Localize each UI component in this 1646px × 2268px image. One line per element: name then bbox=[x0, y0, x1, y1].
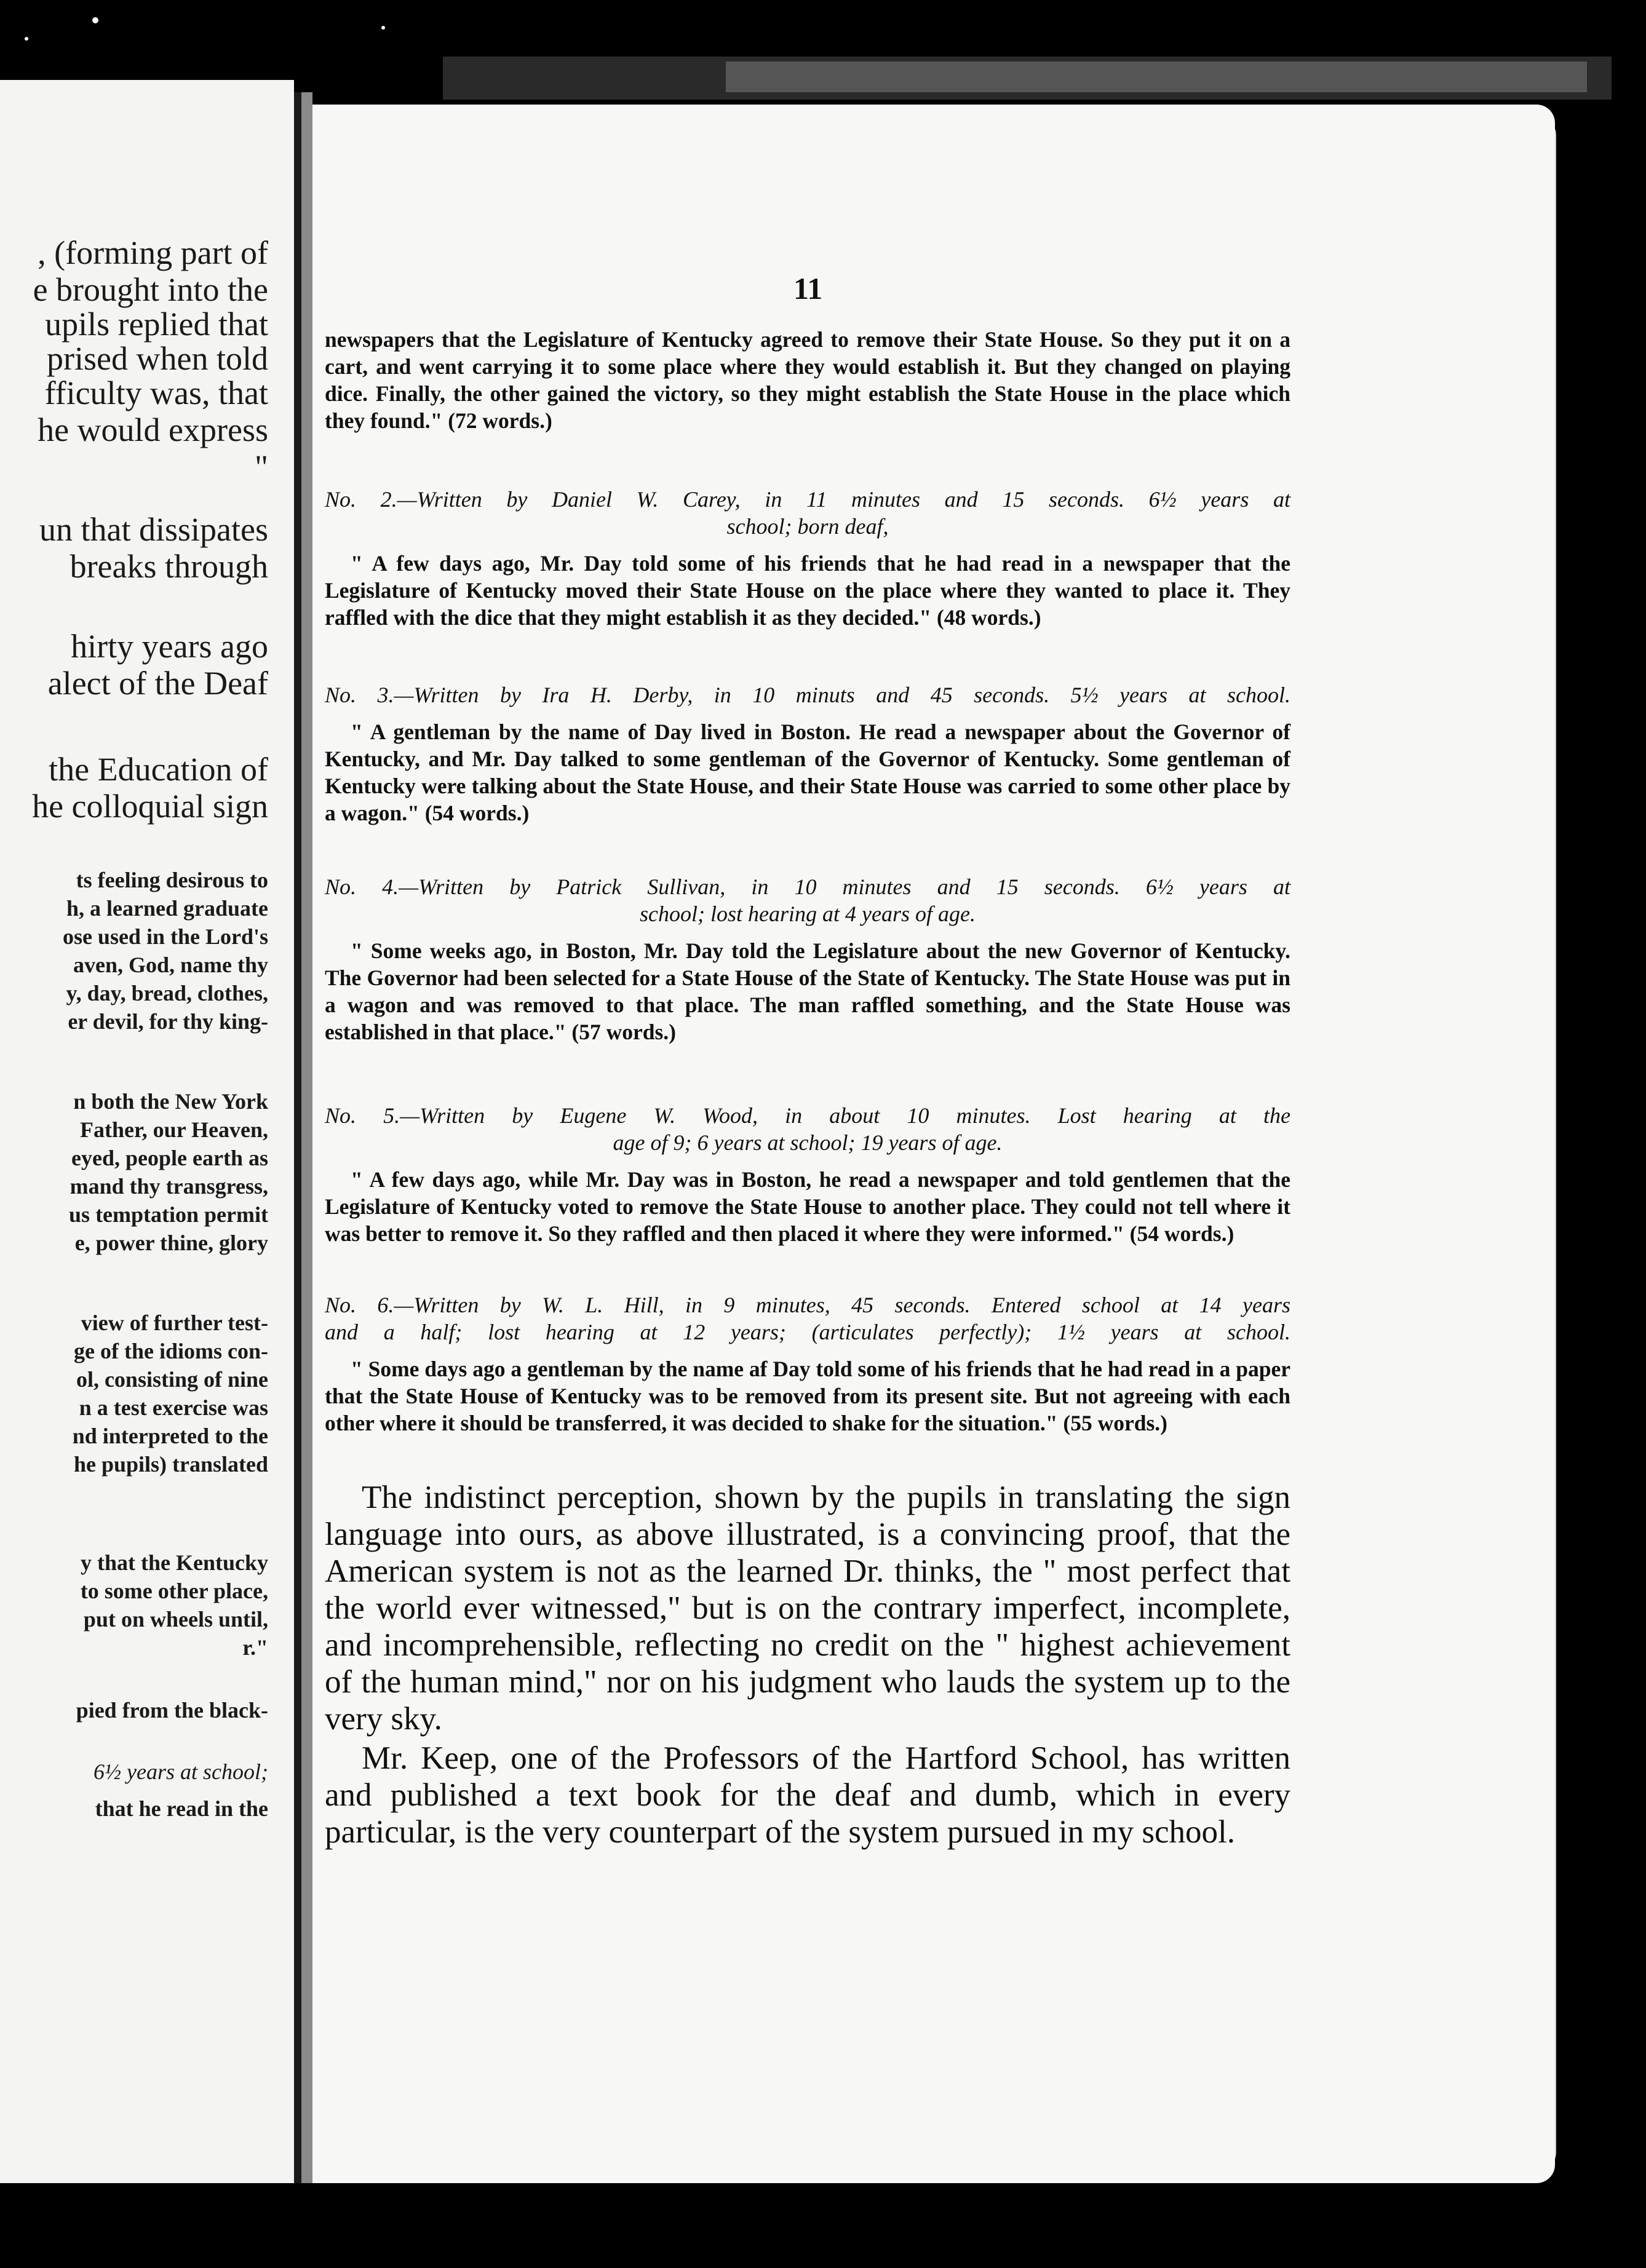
entry-heading-line: and a half; lost hearing at 12 years; (articulates perfectly); 1½ years at school. bbox=[325, 1320, 1290, 1344]
entry-text: " Some weeks ago, in Boston, Mr. Day told the Legislature about the new Governor of Kentucky. The Governor had been selected for a State House of the State of Kentucky. The State House was put in a wagon and was removed to that place. The man raffled something, and the State House was established in that place." (57 words.) bbox=[325, 938, 1290, 1044]
entry-heading-line: No. 6.—Written by W. L. Hill, in 9 minutes, 45 seconds. Entered school at 14 years bbox=[325, 1293, 1290, 1317]
left-page-small-fragment: that he read in the bbox=[95, 1796, 268, 1821]
left-page-small-fragment: ose used in the Lord's bbox=[62, 924, 268, 949]
left-page-small-fragment: to some other place, bbox=[80, 1579, 268, 1603]
left-page-small-fragment: er devil, for thy king- bbox=[68, 1009, 268, 1034]
left-page-fragment: hirty years ago bbox=[71, 628, 268, 665]
left-page-small-fragment: ge of the idioms con- bbox=[74, 1339, 268, 1363]
left-page-small-fragment: view of further test- bbox=[81, 1310, 268, 1335]
left-page-fragment: prised when told bbox=[47, 340, 268, 377]
scan-speck bbox=[381, 26, 385, 30]
left-page-small-fragment: e, power thine, glory bbox=[74, 1231, 268, 1255]
left-page-small-fragment: h, a learned graduate bbox=[66, 896, 268, 921]
scan-speck bbox=[25, 37, 28, 41]
left-page-small-fragment: ol, consisting of nine bbox=[76, 1367, 268, 1392]
left-page-small-fragment: he pupils) translated bbox=[73, 1452, 268, 1477]
left-page-fragment: , (forming part of bbox=[38, 234, 268, 271]
left-page-fragment: the Education of bbox=[49, 751, 268, 788]
left-page-small-fragment: nd interpreted to the bbox=[72, 1424, 268, 1448]
left-page-small-fragment: pied from the black- bbox=[76, 1698, 268, 1723]
entry-heading-line: No. 4.—Written by Patrick Sullivan, in 10 minutes and 15 seconds. 6½ years at bbox=[325, 874, 1290, 899]
left-page-small-fragment: mand thy transgress, bbox=[70, 1174, 268, 1199]
left-page-small-fragment: ts feeling desirous to bbox=[76, 868, 268, 892]
entry-text: " A few days ago, Mr. Day told some of his friends that he had read in a newspaper that the Legislature of Kentucky moved their State House on the place where they wanted to place it. They raffled with the dice that they might establish it as they decided." (48 words.) bbox=[325, 551, 1290, 630]
entry-text: " A gentleman by the name of Day lived in Boston. He read a newspaper about the Governor of Kentucky, and Mr. Day talked to some gentleman of the Governor of Kentucky. Some gentleman of Kentucky were talking about the State House, and their State House was carried to some other place by a wagon." (54 words.) bbox=[325, 720, 1290, 825]
left-page-small-fragment: Father, our Heaven, bbox=[80, 1117, 268, 1142]
left-page-small-fragment: us temptation permit bbox=[69, 1202, 268, 1227]
left-page-fragment: e brought into the bbox=[33, 271, 268, 308]
entry-heading-line: No. 5.—Written by Eugene W. Wood, in about 10 minutes. Lost hearing at the bbox=[325, 1103, 1290, 1128]
entry-text: " A few days ago, while Mr. Day was in Boston, he read a newspaper and told gentlemen that the Legislature of Kentucky voted to remove the State House to another place. They could not tell where it was better to remove it. So they raffled and then placed it where they were informed." (54 words.) bbox=[325, 1167, 1290, 1246]
left-page-small-fragment: aven, God, name thy bbox=[73, 953, 268, 977]
left-page-fragment: alect of the Deaf bbox=[47, 665, 268, 702]
left-page-small-fragment: r." bbox=[242, 1635, 268, 1660]
entry-heading-line: school; lost hearing at 4 years of age. bbox=[640, 902, 976, 926]
intro-paragraph: newspapers that the Legislature of Kentucky agreed to remove their State House. So they put it on a cart, and went carrying it to some place where they would establish it. But they changed on playing dice. Finally, the other gained the victory, so they might establish the State House in the place which they found." (72 words.) bbox=[325, 327, 1290, 433]
entry-heading bbox=[325, 1102, 1290, 1156]
left-page-fragment: fficulty was, that bbox=[44, 375, 268, 411]
scan-top-band-inner bbox=[726, 61, 1587, 92]
page-number: 11 bbox=[793, 271, 823, 306]
entry-heading bbox=[325, 681, 1290, 708]
entry-text: " Some days ago a gentleman by the name af Day told some of his friends that he had read in a paper that the State House of Kentucky was to be removed from its present site. But not agreeing with each other where it should be transferred, it was decided to shake for the situation." (55 words.) bbox=[325, 1357, 1290, 1435]
left-page-fragment: breaks through bbox=[70, 548, 268, 585]
left-page-fragment: he would express bbox=[38, 411, 268, 448]
entry-heading bbox=[325, 1291, 1290, 1346]
left-page-small-fragment: y that the Kentucky bbox=[81, 1550, 268, 1575]
left-page-fragment: upils replied that bbox=[45, 306, 268, 343]
left-page-fragment: he colloquial sign bbox=[32, 788, 268, 825]
left-page-small-fragment: put on wheels until, bbox=[83, 1607, 268, 1632]
entry-heading bbox=[325, 873, 1290, 927]
entry-heading-line: school; born deaf, bbox=[726, 514, 889, 539]
previous-page bbox=[0, 80, 294, 2183]
page-spine-gutter bbox=[301, 92, 312, 2183]
scan-speck bbox=[92, 17, 98, 23]
conclusion-paragraph: Mr. Keep, one of the Professors of the Hartford School, has written and published a text book for the deaf and dumb, which in every particular, is the very counterpart of the system pursued in my school. bbox=[325, 1740, 1290, 1850]
left-page-fragment: " bbox=[254, 448, 268, 485]
left-page-italic-fragment: 6½ years at school; bbox=[93, 1759, 268, 1784]
entry-heading-line: age of 9; 6 years at school; 19 years of age. bbox=[613, 1130, 1003, 1155]
left-page-fragment: un that dissipates bbox=[39, 511, 268, 548]
left-page-small-fragment: n both the New York bbox=[73, 1089, 268, 1114]
entry-heading-line: No. 2.—Written by Daniel W. Carey, in 11 minutes and 15 seconds. 6½ years at bbox=[325, 487, 1290, 512]
left-page-small-fragment: n a test exercise was bbox=[79, 1395, 268, 1420]
left-page-small-fragment: y, day, bread, clothes, bbox=[66, 981, 268, 1005]
conclusion bbox=[325, 1479, 1290, 1850]
entry-heading-line: No. 3.—Written by Ira H. Derby, in 10 minuts and 45 seconds. 5½ years at school. bbox=[325, 683, 1290, 707]
left-page-small-fragment: eyed, people earth as bbox=[71, 1146, 268, 1170]
page-spine-shadow bbox=[294, 92, 301, 2183]
conclusion-paragraph: The indistinct perception, shown by the pupils in translating the sign language into ours, as above illustrated, is a convincing proof, that the American system is not as the learned Dr. thinks, the " most perfect that the world ever witnessed," but is on the contrary imperfect, incomplete, and incomprehensible, reflecting no credit on the " highest achievement of the human mind," nor on his judgment who lauds the system up to the very sky. bbox=[325, 1480, 1290, 1737]
entry-heading bbox=[325, 486, 1290, 540]
